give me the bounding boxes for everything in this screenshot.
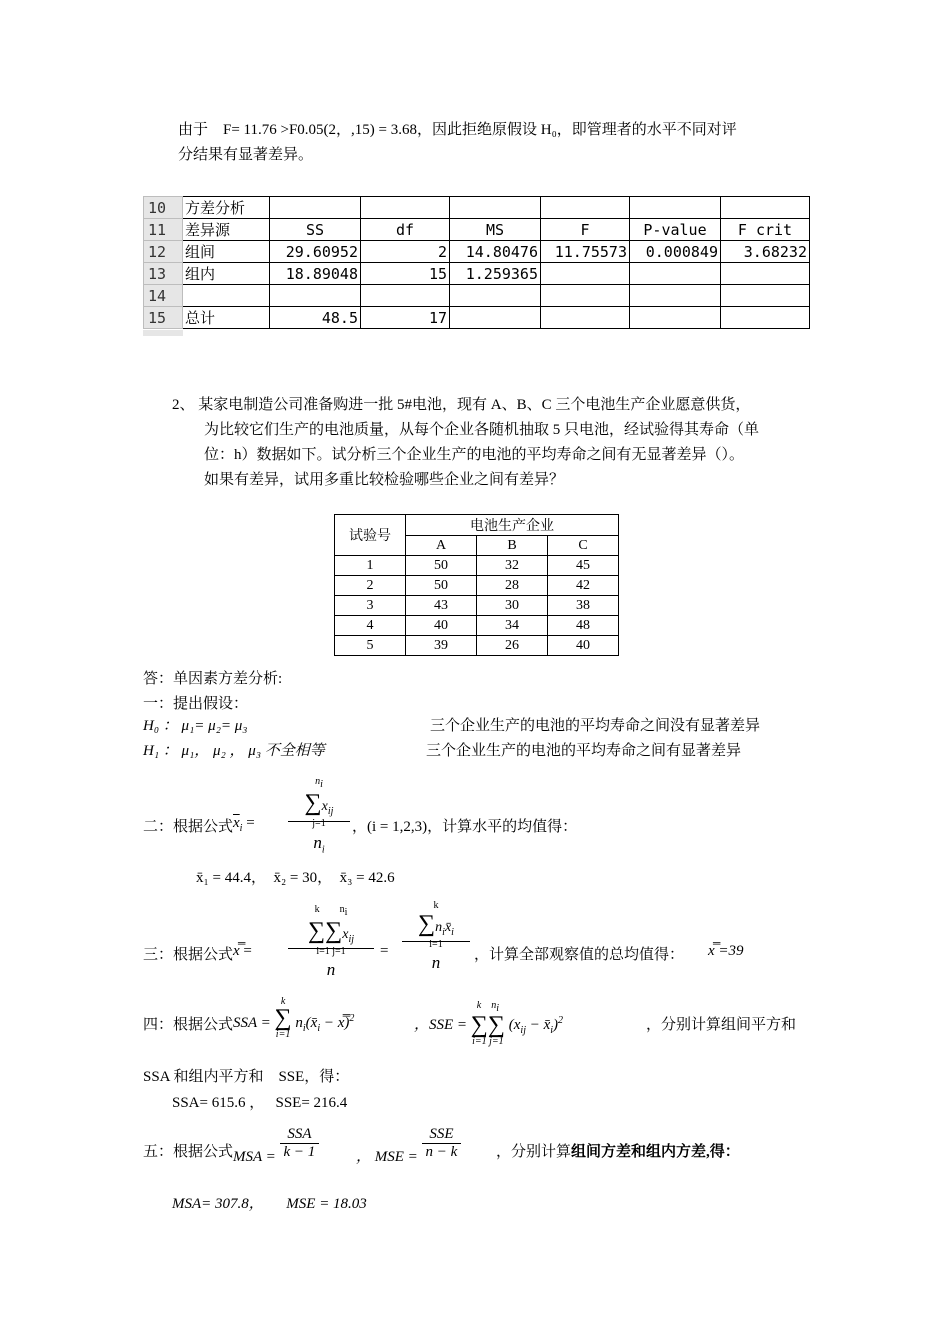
sheet-cell (361, 285, 450, 307)
sheet-cell (721, 307, 810, 329)
row-header: 试验号 (335, 515, 406, 556)
sheet-cell (541, 307, 630, 329)
group-means: x̄₁ = 44.4， x̄₂ = 30， x̄₃ = 42.6 (196, 870, 395, 886)
table-cell: 3 (335, 596, 406, 616)
table-cell: 26 (477, 636, 548, 656)
sheet-cell (270, 285, 361, 307)
table-cell: 42 (548, 576, 619, 596)
excel-anova-table (143, 196, 810, 329)
sheet-cell: P-value (630, 219, 721, 241)
table-row (335, 636, 619, 656)
q2-line-3: 位：h）数据如下。试分析三个企业生产的电池的平均寿命之间有无显著差异（）。 (204, 447, 745, 463)
sheet-cell: SS (270, 219, 361, 241)
header-group: 电池生产企业 (406, 515, 619, 536)
sheet-row (144, 263, 810, 285)
table-cell: 30 (477, 596, 548, 616)
xbar-i-symbol: $\overline{x}_i$ = (233, 815, 255, 834)
step-4-prefix: 四：根据公式 (143, 1017, 234, 1033)
col-header: A (406, 536, 477, 556)
msa-formula: MSA = $\frac{\text{SSA}}{k - 1}$ (233, 1126, 319, 1161)
sheet-cell (183, 285, 270, 307)
sheet-cell: 方差分析 (183, 197, 270, 219)
ssa-formula: SSA = k ∑ i=1 $n_i(x̄_i$ − x̿)$^2$ (233, 996, 355, 1040)
h0-text: 三个企业生产的电池的平均寿命之间没有显著差异 (430, 718, 761, 734)
sheet-cell: 18.89048 (270, 263, 361, 285)
sheet-cell: 组间 (183, 241, 270, 263)
table-cell: 32 (477, 556, 548, 576)
sheet-row-edge (143, 330, 183, 336)
sheet-cell: F crit (721, 219, 810, 241)
sheet-cell: MS (450, 219, 541, 241)
table-cell: 28 (477, 576, 548, 596)
step-3-suffix: ，计算全部观察值的总均值得： (474, 947, 685, 963)
table-cell: 4 (335, 616, 406, 636)
sheet-cell (721, 285, 810, 307)
q2-line-4: 如果有差异，试用多重比较检验哪些企业之间有差异？ (204, 472, 565, 488)
row-number: 14 (144, 285, 183, 307)
sheet-cell: 1.259365 (450, 263, 541, 285)
table-cell: 45 (548, 556, 619, 576)
table-cell: 43 (406, 596, 477, 616)
intro-line-2: 分结果有显著差异。 (178, 147, 314, 163)
sheet-row (144, 197, 810, 219)
grand-mean-fraction-2: k $\sum n_ix̄_i$ i=1 n (402, 900, 470, 973)
table-cell: 38 (548, 596, 619, 616)
battery-life-table (334, 514, 619, 656)
step-2-prefix: 二：根据公式 (143, 819, 234, 835)
grand-mean-value: x̿ =39 (708, 943, 744, 959)
sheet-cell (630, 285, 721, 307)
step-2-suffix: ，(i = 1,2,3)，计算水平的均值得： (352, 819, 578, 835)
q2-line-1: 2、 某家电制造公司准备购进一批 5#电池，现有 A、B、C 三个电池生产企业愿意供货， (172, 397, 751, 413)
table-row (335, 556, 619, 576)
table-cell: 48 (548, 616, 619, 636)
sheet-cell (721, 263, 810, 285)
sheet-row (144, 241, 810, 263)
intro-line-1: 由于 F= 11.76 >F0.05(2，,15) = 3.68，因此拒绝原假设 H₀，即管理者的水平不同对评 (178, 122, 737, 138)
table-row (335, 596, 619, 616)
sheet-cell (361, 197, 450, 219)
sheet-cell: 29.60952 (270, 241, 361, 263)
mean-fraction: $n_i$ $\sum x_{ij}$ j=1 $n_i$ (288, 776, 350, 855)
sheet-cell: 差异源 (183, 219, 270, 241)
sheet-cell: 48.5 (270, 307, 361, 329)
step-5-bold-text: 组间方差和组内方差,得： (571, 1144, 740, 1160)
sse-formula: ，SSE = k $n_i$ ∑∑ i=1 j=1 ($x_{ij}$ − $x̄_i)^2$ (414, 1000, 564, 1047)
ssa-sse-values: SSA= 615.6 ， SSE= 216.4 (172, 1095, 348, 1111)
sheet-cell (721, 197, 810, 219)
table-row (335, 576, 619, 596)
q2-line-2: 为比较它们生产的电池质量，从每个企业各随机抽取 5 只电池，经试验得其寿命（单 (204, 422, 760, 438)
step-3-prefix: 三：根据公式 (143, 947, 234, 963)
row-number: 15 (144, 307, 183, 329)
table-cell: 50 (406, 576, 477, 596)
h0-formula: H₀ ： μ₁= μ₂= μ₃ (143, 718, 248, 734)
sheet-cell (450, 285, 541, 307)
table-row (335, 616, 619, 636)
sheet-cell (541, 197, 630, 219)
step-4-suffix: ，分别计算组间平方和 (646, 1017, 797, 1033)
sheet-row (144, 285, 810, 307)
equals-sign: = (380, 943, 389, 959)
sheet-cell: 0.000849 (630, 241, 721, 263)
sheet-cell: 3.68232 (721, 241, 810, 263)
grand-mean-fraction-1: k $n_i$ $\sum\sum x_{ij}$ i=1 j=1 n (288, 900, 374, 980)
sheet-cell (541, 263, 630, 285)
sheet-cell: 15 (361, 263, 450, 285)
table-cell: 1 (335, 556, 406, 576)
sheet-row (144, 307, 810, 329)
sheet-cell: 总计 (183, 307, 270, 329)
sheet-cell: 14.80476 (450, 241, 541, 263)
msa-mse-values: MSA= 307.8， MSE = 18.03 (172, 1196, 367, 1212)
step-1: 一：提出假设： (143, 696, 249, 712)
row-number: 11 (144, 219, 183, 241)
row-number: 12 (144, 241, 183, 263)
col-header: B (477, 536, 548, 556)
sheet-cell (450, 197, 541, 219)
col-header: C (548, 536, 619, 556)
sheet-cell (630, 307, 721, 329)
mse-formula: ， MSE = $\frac{\text{SSE}}{n - k}$ (356, 1126, 461, 1161)
table-cell: 2 (335, 576, 406, 596)
sheet-cell (630, 263, 721, 285)
sheet-cell: F (541, 219, 630, 241)
sheet-cell: df (361, 219, 450, 241)
answer-intro: 答：单因素方差分析: (143, 671, 283, 687)
table-cell: 5 (335, 636, 406, 656)
table-cell: 40 (548, 636, 619, 656)
table-cell: 39 (406, 636, 477, 656)
grand-mean-symbol: x̿ = (233, 943, 252, 959)
sheet-cell: 17 (361, 307, 450, 329)
h1-text: 三个企业生产的电池的平均寿命之间有显著差异 (426, 743, 742, 759)
sheet-cell (541, 285, 630, 307)
table-cell: 34 (477, 616, 548, 636)
sheet-cell: 组内 (183, 263, 270, 285)
sheet-cell: 2 (361, 241, 450, 263)
step-5-suffix (496, 1140, 740, 1161)
table-cell: 40 (406, 616, 477, 636)
sheet-cell (450, 307, 541, 329)
sheet-cell: 11.75573 (541, 241, 630, 263)
row-number: 10 (144, 197, 183, 219)
step-5-suffix-text: ，分别计算 (496, 1144, 572, 1160)
sheet-cell (630, 197, 721, 219)
sheet-cell (270, 197, 361, 219)
row-number: 13 (144, 263, 183, 285)
step-5-prefix: 五：根据公式 (143, 1144, 234, 1160)
h1-formula: H₁ ： μ₁， μ₂ ， μ₃ 不全相等 (143, 743, 325, 759)
table-cell: 50 (406, 556, 477, 576)
step-4-continued: SSA 和组内平方和 SSE，得： (143, 1069, 350, 1085)
sheet-row (144, 219, 810, 241)
